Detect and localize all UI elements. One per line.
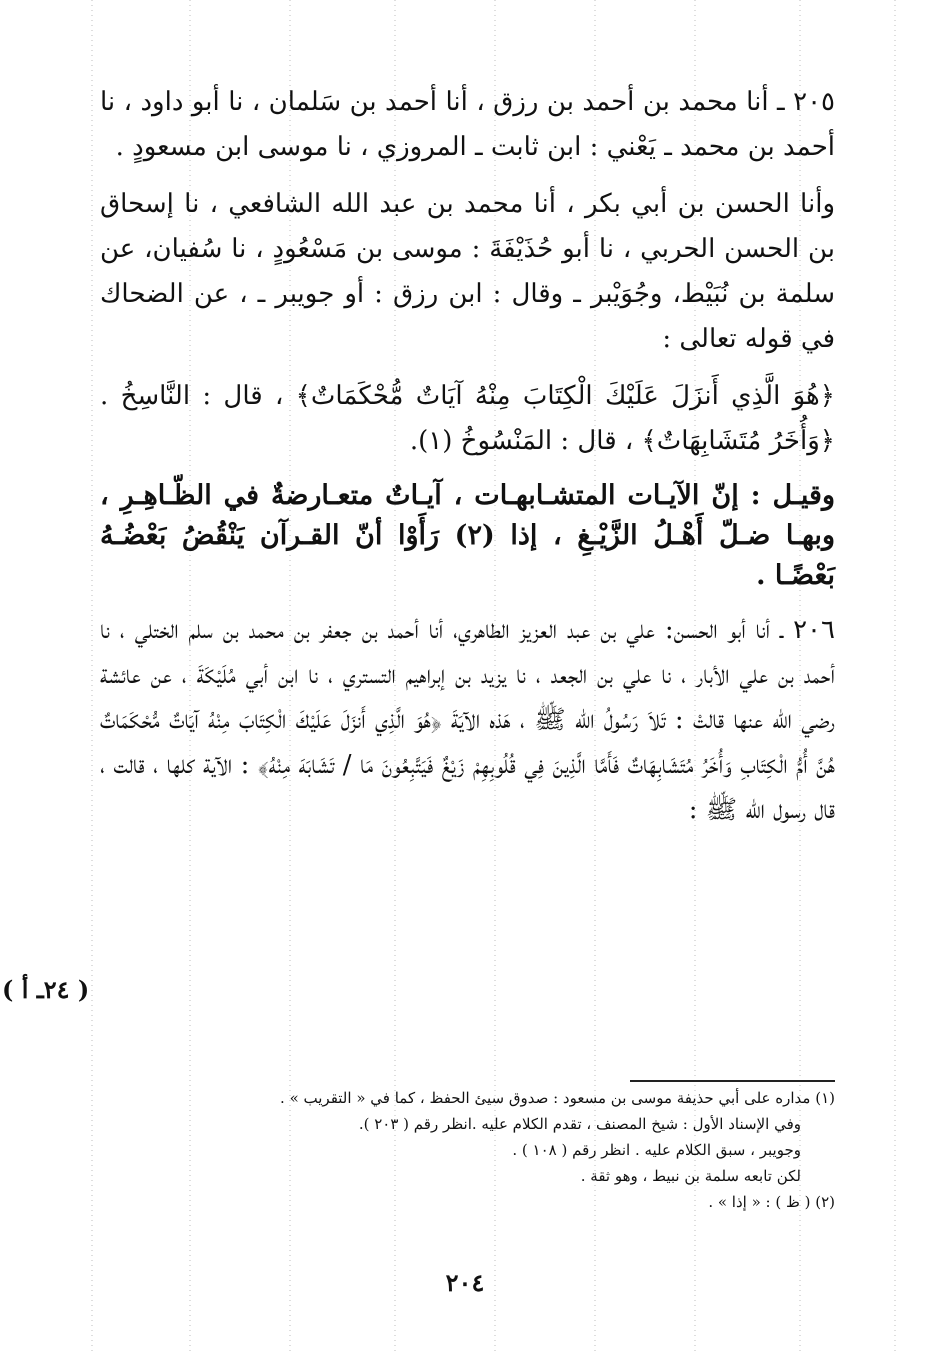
footnote-1: (١) مداره على أبي حذيفة موسى بن مسعود : صدوق سيئ الحفظ ، كما في « التقريب » . <box>280 1089 835 1107</box>
footnote-2: (٢) ( ظ ) : « إذا » . <box>708 1193 835 1211</box>
footnote-1-line-3: وجويبر ، سبق الكلام عليه . انظر رقم ( ١٠٨ ) . <box>512 1141 801 1159</box>
paragraph-205: ٢٠٥ ـ أنا محمد بن أحمد بن رزق ، أنا أحمد بن سَلمان ، نا أبو داود ، نا أحمد بن محمد ـ يَعْني : ابن ثابت ـ المروزي ، نا موسى ابن مسعودٍ . <box>100 87 836 162</box>
paragraph-quran-quote: ﴿هُوَ الَّذِي أَنزَلَ عَلَيْكَ الْكِتَابَ مِنْهُ آيَاتٌ مُّحْكَمَاتٌ﴾ ، قال : النَّاسِخُ . ﴿وَأُخَرُ مُتَشَابِهَاتٌ﴾ ، قال : المَنْسُوخُ (١). <box>100 381 835 456</box>
main-text <box>100 80 835 845</box>
footnote-divider <box>630 1080 835 1082</box>
footnote-1-line-4: لكن تابعه سلمة بن نبيط ، وهو ثقة . <box>580 1167 801 1185</box>
paragraph-commentary: وقيـل : إنّ الآيـات المتشـابهـات ، آيـاتٌ متعـارضةٌ في الظّـاهِـرِ ، وبهـا ضـلّ أَهْـلُ الزَّيْـغِ ، إذا (٢) رَأَوْا أنّ القـرآن يَنْقُضُ بَعْضُـهُ بَعْضًـا . <box>100 480 835 591</box>
footnotes <box>100 1085 835 1215</box>
footnote-1-line-2: وفي الإسناد الأول : شيخ المصنف ، تقدم الكلام عليه .انظر رقم ( ٢٠٣ ). <box>358 1115 801 1133</box>
paragraph-206: ٢٠٦ ـ أنا أبو الحسن: علي بن عبد العزيز الطاهري، أنا أحمد بن جعفر بن محمد بن سلم الختلي ، نا أحمد بن علي الأبار ، نا علي بن الجعد ، نا يزيد بن إبراهيم التستري ، نا ابن أبي مُلَيْكَةَ ، عن عائشة رضي الله عنها قالتْ : تَلاَ رَسُولُ الله ﷺ ، هَذه الآيَةَ ﴿هُوَ الَّذِي أَنزَلَ عَلَيْكَ الْكِتَابَ مِنْهُ آيَاتٌ مُّحْكَمَاتٌ هُنَّ أُمُّ الْكِتَابِ وَأُخَرُ مُتَشَابِهَاتٌ فَأَمَّا الَّذِينَ فِي قُلُوبِهِمْ زَيْغٌ فَيَتَّبِعُونَ مَا / تَشَابَهَ مِنْهُ﴾ : الآية كلها ، قالت ، قال رسول الله ﷺ : <box>100 615 835 825</box>
page-number: ٢٠٤ <box>445 1268 485 1297</box>
paragraph-second-chain: وأنا الحسن بن أبي بكر ، أنا محمد بن عبد الله الشافعي ، نا إسحاق بن الحسن الحربي ، نا أبو حُذَيْفَةَ : موسى بن مَسْعُودٍ ، نا سُفيان، عن سلمة بن نُبَيْط، وجُوَيْبر ـ وقال : ابن رزق : أو جويبر ـ ، عن الضحاك في قوله تعالى : <box>100 189 835 354</box>
margin-folio-reference: ( ٢٤ـ أ ) <box>2 975 90 1004</box>
